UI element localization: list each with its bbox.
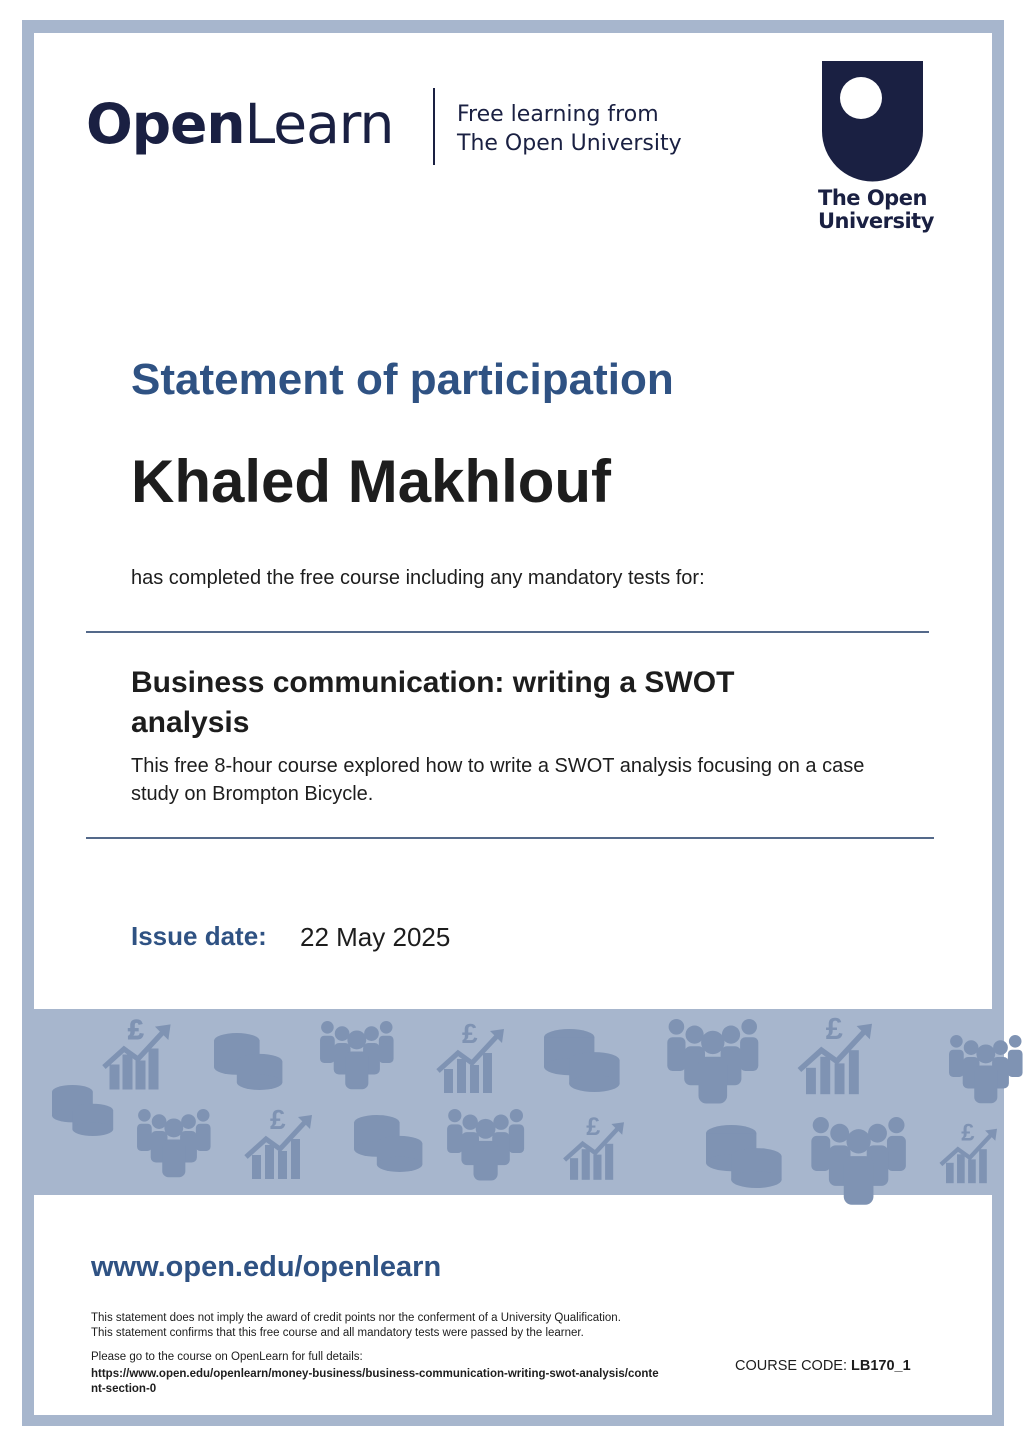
- course-url-link[interactable]: https://www.open.edu/openlearn/money-business/business-communication-writing-swot-analysis/content-section-0: [91, 1368, 659, 1395]
- course-title: Business communication: writing a SWOT analysis: [131, 666, 735, 739]
- openlearn-logo: OpenLearn: [86, 92, 394, 156]
- openlearn-tagline: [457, 100, 682, 158]
- issue-date-label: Issue date:: [131, 921, 267, 951]
- course-code-label: COURSE CODE:: [735, 1358, 847, 1374]
- course-code-value: LB170_1: [851, 1358, 911, 1374]
- decorative-icon-band: [34, 1009, 992, 1195]
- course-code: [735, 1358, 911, 1374]
- divider-bottom: [86, 837, 934, 839]
- ou-name-line2: University: [818, 209, 934, 233]
- disclaimer-line2: This statement confirms that this free course and all mandatory tests were passed by the learner.: [91, 1327, 584, 1339]
- issue-date-value: 22 May 2025: [300, 922, 451, 952]
- open-university-wordmark: [818, 187, 938, 233]
- course-description: This free 8-hour course explored how to write a SWOT analysis focusing on a case study on Brompton Bicycle.: [131, 755, 865, 805]
- certificate-heading: Statement of participation: [131, 355, 674, 404]
- divider-top: [86, 631, 929, 633]
- recipient-name: Khaled Makhlouf: [131, 448, 612, 515]
- tagline-line1: Free learning from: [457, 102, 659, 127]
- completion-statement: has completed the free course including any mandatory tests for:: [131, 567, 705, 589]
- course-details-note: Please go to the course on OpenLearn for full details:: [91, 1351, 363, 1363]
- disclaimer: [91, 1311, 771, 1341]
- open-university-shield-icon: [820, 59, 925, 184]
- openlearn-website-link[interactable]: www.open.edu/openlearn: [91, 1251, 442, 1283]
- disclaimer-line1: This statement does not imply the award of credit points nor the conferment of a University Qualification.: [91, 1312, 621, 1324]
- logo-divider: [433, 88, 435, 165]
- tagline-line2: The Open University: [457, 131, 682, 156]
- ou-name-line1: The Open: [818, 186, 927, 210]
